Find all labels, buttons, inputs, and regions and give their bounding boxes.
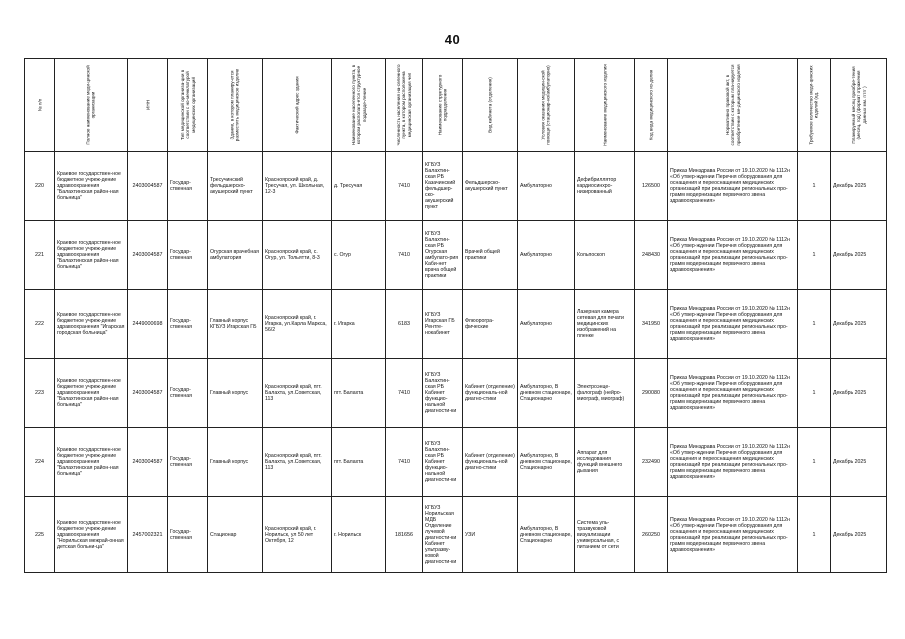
column-header <box>635 59 668 152</box>
cell-conditions: Амбулаторно, В дневном стационаре, Стационарно <box>518 497 575 573</box>
cell-month: Декабрь 2025 <box>831 152 887 221</box>
column-header-label: Нормативно правовой акт, в соответствии с которым пла-нируется приобретение ме-дицинского изделия <box>724 64 741 146</box>
table-row <box>25 428 887 497</box>
column-header <box>575 59 635 152</box>
column-header <box>463 59 518 152</box>
cell-act: Приказ Минздрава России от 19.10.2020 № 1112н «Об утвер-ждении Перечня оборудования для оснащения и переоснащения медицинских организаций при реализации региональных про-грамм модернизации первичного звена здравоохранения» <box>668 428 798 497</box>
cell-inn: 2457002321 <box>128 497 168 573</box>
cell-qty: 1 <box>798 359 831 428</box>
cell-population: 7410 <box>386 152 423 221</box>
cell-building: Стационар <box>208 497 263 573</box>
cell-month: Декабрь 2025 <box>831 497 887 573</box>
cell-population: 7410 <box>386 359 423 428</box>
cell-month: Декабрь 2025 <box>831 428 887 497</box>
cell-qty: 1 <box>798 497 831 573</box>
cell-population: 181656 <box>386 497 423 573</box>
table-header-row <box>25 59 887 152</box>
column-header <box>25 59 55 152</box>
column-header-label: Наименование структурного подразделения <box>437 74 448 136</box>
cell-building: Главный корпус <box>208 428 263 497</box>
cell-type: Государ-ственная <box>168 290 208 359</box>
column-header-label: Здание, в котором планиру-ется разместить медицинское изделие <box>229 68 240 142</box>
column-header-label: Тип медицинской организа-ции в соответствии с но-менклатурой медицинских организаций <box>179 69 196 141</box>
cell-n: 221 <box>25 221 55 290</box>
cell-inn: 2403004587 <box>128 221 168 290</box>
column-header <box>386 59 423 152</box>
cell-cabinet: Кабинет (отделение) функциональ-ной диагно-стики <box>463 428 518 497</box>
cell-code: 341950 <box>635 290 668 359</box>
column-header <box>332 59 386 152</box>
cell-device: Кольпоскоп <box>575 221 635 290</box>
cell-locality: д. Тресучая <box>332 152 386 221</box>
cell-qty: 1 <box>798 221 831 290</box>
cell-unit: КГБУЗ Норильская МДБ Отделение лучевой диагности-ки Кабинет ультразву-ковой диагности-ки <box>423 497 463 573</box>
cell-device: Лазерная камера сетевая для печати медицинских изображений на пленке <box>575 290 635 359</box>
cell-inn: 2403004587 <box>128 428 168 497</box>
cell-inn: 2449000698 <box>128 290 168 359</box>
cell-type: Государ-ственная <box>168 359 208 428</box>
cell-org: Краевое государствен-ное бюджетное учреж-дение здравоохранения "Балахтинская район-ная больница" <box>55 152 128 221</box>
column-header <box>423 59 463 152</box>
cell-locality: пгт. Балахта <box>332 359 386 428</box>
column-header-label: Наименование медицинского изделия <box>601 64 607 146</box>
column-header-label: Вид кабинета (отделения) <box>487 77 493 133</box>
column-header <box>798 59 831 152</box>
column-header-label: Код вида медицинского из-делия <box>648 69 654 141</box>
table-row <box>25 497 887 573</box>
cell-code: 248430 <box>635 221 668 290</box>
cell-locality: г. Норильск <box>332 497 386 573</box>
column-header-label: Фактический адрес здания <box>294 76 300 134</box>
cell-qty: 1 <box>798 152 831 221</box>
cell-inn: 2403004587 <box>128 359 168 428</box>
cell-org: Краевое государствен-ное бюджетное учреж-дение здравоохранения "Балахтинская район-ная больница" <box>55 359 128 428</box>
cell-code: 232490 <box>635 428 668 497</box>
cell-conditions: Амбулаторно, В дневном стационаре, Стационарно <box>518 428 575 497</box>
cell-org: Краевое государствен-ное бюджетное учреж-дение здравоохранения "Балахтинская район-ная больница" <box>55 428 128 497</box>
cell-unit: КГБУЗ Балахтин-ская РБ Казачинский фельдшер-ско-акушерский пункт <box>423 152 463 221</box>
cell-locality: с. Огур <box>332 221 386 290</box>
column-header <box>831 59 887 152</box>
cell-population: 7410 <box>386 428 423 497</box>
cell-conditions: Амбулаторно <box>518 221 575 290</box>
cell-org: Краевое государствен-ное бюджетное учреж-дение здравоохранения "Норильская межрай-онная детская больни-ца" <box>55 497 128 573</box>
cell-n: 220 <box>25 152 55 221</box>
cell-locality: пгт. Балахта <box>332 428 386 497</box>
cell-cabinet: Кабинет (отделение) функциональ-ной диагно-стики <box>463 359 518 428</box>
cell-device: Электроэнце-фалограф (нейро-миограф, миограф) <box>575 359 635 428</box>
cell-month: Декабрь 2025 <box>831 221 887 290</box>
cell-cabinet: УЗИ <box>463 497 518 573</box>
column-header-label: Полное наименование меди-цинской организации <box>85 65 96 145</box>
cell-act: Приказ Минздрава России от 19.10.2020 № 1112н «Об утвер-ждении Перечня оборудования для оснащения и переоснащения медицинских организаций при реализации региональных про-грамм модернизации первичного звена здравоохранения» <box>668 359 798 428</box>
cell-type: Государ-ственная <box>168 497 208 573</box>
table-row <box>25 359 887 428</box>
cell-cabinet: Фельдшерско-акушерский пункт <box>463 152 518 221</box>
cell-act: Приказ Минздрава России от 19.10.2020 № 1112н «Об утвер-ждении Перечня оборудования для оснащения и переоснащения медицинских организаций при реализации региональных про-грамм модернизации первичного звена здравоохранения» <box>668 152 798 221</box>
cell-n: 225 <box>25 497 55 573</box>
cell-code: 290080 <box>635 359 668 428</box>
cell-device: Система уль-тразвуковой визуализации универсальная, с питанием от сети <box>575 497 635 573</box>
cell-conditions: Амбулаторно, В дневном стационаре, Стационарно <box>518 359 575 428</box>
cell-org: Краевое государствен-ное бюджетное учреж-дение здравоохранения "Игарская городская больница" <box>55 290 128 359</box>
cell-inn: 2403004587 <box>128 152 168 221</box>
cell-building: Главный корпус КГБУЗ Игарская ГБ <box>208 290 263 359</box>
cell-org: Краевое государствен-ное бюджетное учреж-дение здравоохранения "Балахтинская район-ная больница" <box>55 221 128 290</box>
page-number: 40 <box>444 32 461 47</box>
cell-population: 7410 <box>386 221 423 290</box>
cell-address: Красноярский край, пгт. Балахта, ул.Советская, 113 <box>263 359 332 428</box>
cell-address: Красноярский край, г. Норильск, ул 50 лет Октября, 12 <box>263 497 332 573</box>
cell-conditions: Амбулаторно <box>518 290 575 359</box>
cell-population: 6183 <box>386 290 423 359</box>
cell-act: Приказ Минздрава России от 19.10.2020 № 1112н «Об утвер-ждении Перечня оборудования для оснащения и переоснащения медицинских организаций при реализации региональных про-грамм модернизации первичного звена здравоохранения» <box>668 497 798 573</box>
column-header-label: № п/п <box>36 98 42 112</box>
cell-act: Приказ Минздрава России от 19.10.2020 № 1112н «Об утвер-ждении Перечня оборудования для оснащения и переоснащения медицинских организаций при реализации региональных про-грамм модернизации первичного звена здравоохранения» <box>668 290 798 359</box>
cell-unit: КГБУЗ Игарская ГБ Рентге-нокабинет <box>423 290 463 359</box>
cell-device: Дефибриллятор кардиосинхро-низированный <box>575 152 635 221</box>
column-header <box>168 59 208 152</box>
cell-device: Аппарат для исследования функций внешнего дыхания <box>575 428 635 497</box>
cell-n: 222 <box>25 290 55 359</box>
column-header <box>208 59 263 152</box>
column-header-label: Численность населения на-селенного пункта, в котором расположена медицинская организация чел <box>395 64 412 146</box>
cell-act: Приказ Минздрава России от 19.10.2020 № 1112н «Об утвер-ждении Перечня оборудования для оснащения и переоснащения медицинских организаций при реализации региональных про-грамм модернизации первичного звена здравоохранения» <box>668 221 798 290</box>
cell-conditions: Амбулаторно <box>518 152 575 221</box>
cell-address: Красноярский край, г. Игарка, ул.Карла Маркса, 56/2 <box>263 290 332 359</box>
table-row <box>25 221 887 290</box>
cell-building: Огурская врачебная амбулатория <box>208 221 263 290</box>
cell-qty: 1 <box>798 290 831 359</box>
column-header-label: Наименование населенного пункта, в котором располага-ется структурное подразде-ление <box>350 64 367 146</box>
cell-type: Государ-ственная <box>168 152 208 221</box>
cell-qty: 1 <box>798 428 831 497</box>
cell-month: Декабрь 2025 <box>831 359 887 428</box>
cell-cabinet: Врачей общей практики <box>463 221 518 290</box>
cell-month: Декабрь 2025 <box>831 290 887 359</box>
table-row <box>25 290 887 359</box>
cell-cabinet: Флюорогра-фические <box>463 290 518 359</box>
column-header-label: ИНН <box>144 100 150 110</box>
cell-code: 126500 <box>635 152 668 221</box>
column-header <box>518 59 575 152</box>
column-header-label: Требуемое количество меди-цинских изделий (ед. <box>808 65 819 145</box>
column-header-label: Планируемый месяц приобре-тения (месяц, год) (формат отражения данных мм. ггггг ) <box>850 66 867 144</box>
cell-address: Красноярский край, д. Тресучая, ул. Школьная, 12-3 <box>263 152 332 221</box>
column-header <box>55 59 128 152</box>
cell-n: 223 <box>25 359 55 428</box>
cell-code: 260250 <box>635 497 668 573</box>
cell-building: Главный корпус <box>208 359 263 428</box>
cell-type: Государ-ственная <box>168 221 208 290</box>
cell-unit: КГБУЗ Балахтин-ская РБ Кабинет функцио-нальной диагности-ки <box>423 428 463 497</box>
column-header <box>128 59 168 152</box>
equipment-table <box>24 58 887 573</box>
cell-address: Красноярский край, пгт. Балахта, ул.Советская, 113 <box>263 428 332 497</box>
column-header <box>263 59 332 152</box>
cell-unit: КГБУЗ Балахтин-ская РБ Кабинет функцио-нальной диагности-ки <box>423 359 463 428</box>
cell-building: Тресучинский фельдшерско-акушерский пункт <box>208 152 263 221</box>
table-row <box>25 152 887 221</box>
column-header <box>668 59 798 152</box>
cell-address: Красноярский край, с. Огур, ул. Тольятти, 8-3 <box>263 221 332 290</box>
cell-n: 224 <box>25 428 55 497</box>
cell-locality: г. Игарка <box>332 290 386 359</box>
cell-type: Государ-ственная <box>168 428 208 497</box>
column-header-label: Условия оказания медицин-ской помощи (стационар-но/амбулаторно) <box>540 65 551 145</box>
cell-unit: КГБУЗ Балахтин-ская РБ Огурская амбулато-рия Каби-нет врача общей практики <box>423 221 463 290</box>
